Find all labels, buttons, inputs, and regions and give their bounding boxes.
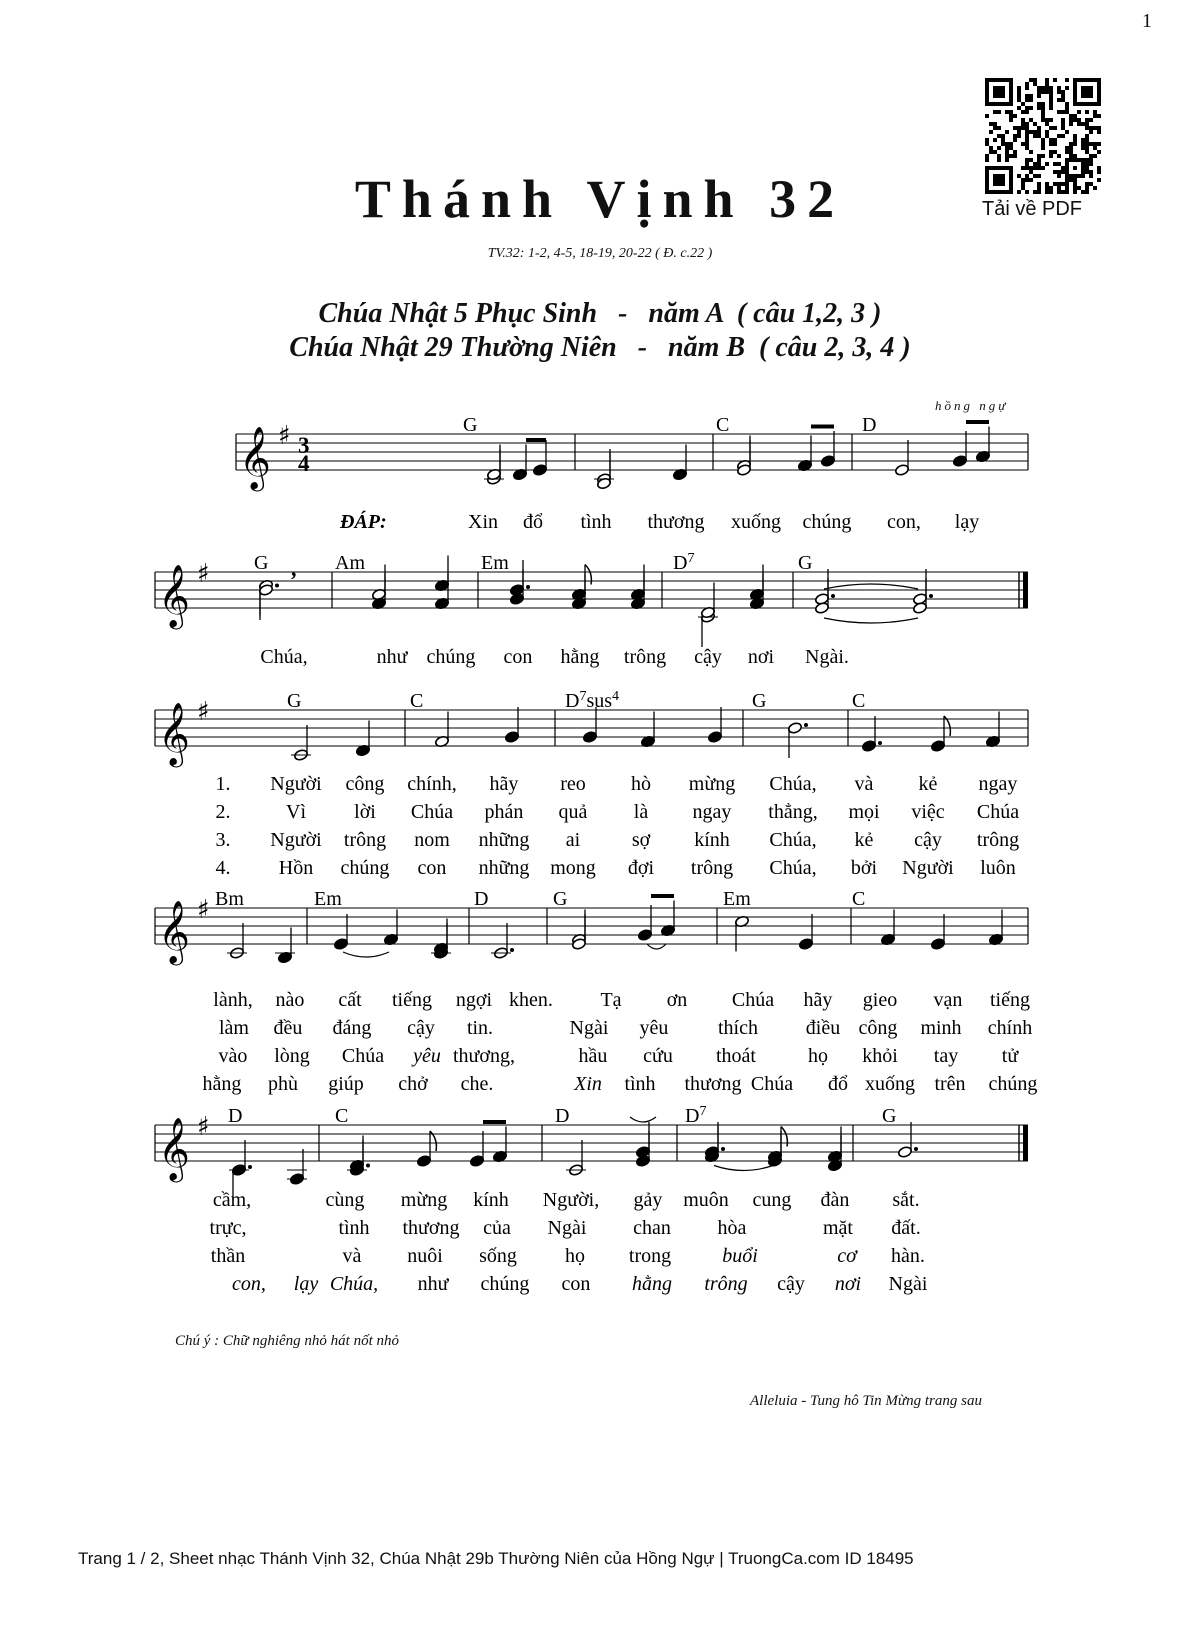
lyric-syllable: che. xyxy=(460,1073,494,1095)
chord-symbol: Em xyxy=(481,552,509,574)
music-note xyxy=(930,716,950,752)
lyric-syllable: luôn xyxy=(980,857,1016,879)
lyric-syllable: Chúa xyxy=(341,1045,385,1067)
composer: hồng ngự xyxy=(935,398,1009,413)
lyric-syllable: Ngài xyxy=(569,1017,609,1039)
lyric-syllable: phán xyxy=(484,801,524,823)
lyric-syllable: giúp xyxy=(328,1073,364,1095)
lyric-syllable: Ngài xyxy=(547,1217,587,1239)
chord-symbol: G xyxy=(798,552,813,574)
lyric-syllable: chúng xyxy=(480,1273,530,1295)
music-note xyxy=(672,445,687,481)
chord-symbol: G xyxy=(463,414,478,436)
chord-symbol: C xyxy=(410,690,424,712)
lyric-syllable: đợi xyxy=(627,857,655,879)
music-note xyxy=(861,716,882,752)
lyric-syllable: thương xyxy=(402,1217,460,1239)
music-note xyxy=(660,901,675,937)
chord-symbol: Am xyxy=(335,552,365,574)
music-note xyxy=(820,431,835,467)
lyric-syllable: khỏi xyxy=(862,1045,898,1067)
lyric-syllable: tiếng xyxy=(392,989,432,1011)
lyric-syllable: ngay xyxy=(692,801,732,823)
music-note xyxy=(532,440,547,476)
lyric-syllable: trông xyxy=(690,857,734,879)
lyric-syllable: kẻ xyxy=(854,829,874,851)
music-note xyxy=(787,722,808,758)
chord-symbol: G xyxy=(287,690,302,712)
lyric-syllable: trực, xyxy=(209,1217,247,1239)
lyric-syllable: 3. xyxy=(215,829,231,851)
lyric-syllable: thoát xyxy=(716,1045,756,1067)
lyric-syllable: hòa xyxy=(717,1217,747,1239)
lyric-syllable: hầu xyxy=(578,1045,608,1067)
lyric-syllable: đổ xyxy=(523,511,543,533)
music-note xyxy=(347,1140,367,1176)
lyric-syllable: Xin xyxy=(574,1073,602,1095)
music-note xyxy=(952,431,967,467)
music-note xyxy=(975,427,990,463)
lyric-syllable: Ngài xyxy=(888,1273,928,1295)
lyric-syllable: quả xyxy=(558,801,588,823)
lyric-syllable: đều xyxy=(273,1017,303,1039)
lyric-syllable: tình xyxy=(338,1217,370,1239)
lyric-syllable: và xyxy=(854,773,874,795)
lyric-syllable: làm xyxy=(219,1017,249,1039)
music-note xyxy=(229,1140,249,1176)
music-note xyxy=(227,923,247,959)
lyric-syllable: thương xyxy=(684,1073,742,1095)
lyric-syllable: gieo xyxy=(862,989,898,1011)
music-note xyxy=(287,1149,307,1185)
music-note xyxy=(988,910,1003,946)
next-page-note: Alleluia - Tung hô Tin Mừng trang sau xyxy=(750,1393,982,1409)
lyric-syllable: như xyxy=(376,646,408,668)
lyric-syllable: lời xyxy=(354,801,376,823)
lyric-syllable: và xyxy=(342,1245,362,1267)
lyric-syllable: sắt. xyxy=(892,1189,920,1211)
music-note xyxy=(566,1140,586,1176)
lyric-syllable: trên xyxy=(934,1073,966,1095)
music-note xyxy=(434,574,449,610)
lyric-syllable: con xyxy=(417,857,447,879)
lyric-syllable: hãy xyxy=(803,989,833,1011)
lyric-syllable: con, xyxy=(887,511,921,533)
lyric-syllable: hãy xyxy=(489,773,519,795)
lyric-syllable: lành, xyxy=(213,989,253,1011)
chord-symbol: G xyxy=(882,1105,897,1127)
lyric-syllable: con xyxy=(503,646,533,668)
music-note xyxy=(985,712,1000,748)
lyric-syllable: đất. xyxy=(891,1217,921,1239)
music-note xyxy=(767,1131,782,1167)
download-pdf-label[interactable]: Tải về PDF xyxy=(982,198,1083,220)
music-note xyxy=(275,928,295,964)
music-note xyxy=(416,1131,436,1167)
lyric-syllable: thương, xyxy=(453,1045,515,1067)
music-note xyxy=(637,905,652,941)
lyric-syllable: cứu xyxy=(643,1045,673,1067)
lyric-syllable: mừng xyxy=(688,773,736,795)
lyric-syllable: những xyxy=(478,829,530,851)
treble-clef-icon: 𝄞 xyxy=(158,702,190,765)
lyric-syllable: chính xyxy=(987,1017,1033,1039)
chord-symbol: $D^7$ xyxy=(685,1103,707,1127)
music-note xyxy=(509,560,530,596)
lyric-syllable: nuôi xyxy=(407,1245,443,1267)
music-note xyxy=(749,565,764,601)
lyric-syllable: hằng xyxy=(202,1073,242,1095)
music-note xyxy=(434,712,449,748)
music-note xyxy=(571,914,586,950)
lyric-syllable: như xyxy=(417,1273,449,1295)
lyric-syllable: gảy xyxy=(633,1189,663,1211)
chord-symbol: $D^7$ xyxy=(673,550,695,574)
lyric-syllable: yêu xyxy=(639,1017,669,1039)
lyric-syllable: kính xyxy=(473,1189,509,1211)
treble-clef-icon: 𝄞 xyxy=(158,900,190,963)
lyric-syllable: Vì xyxy=(286,801,306,823)
music-note xyxy=(486,445,501,481)
lyric-syllable: thích xyxy=(718,1017,758,1039)
music-note xyxy=(704,1127,719,1163)
lyric-syllable: bởi xyxy=(850,857,878,879)
lyric-syllable: buổi xyxy=(722,1245,758,1267)
music-note xyxy=(431,923,451,959)
lyric-syllable: Chúa xyxy=(750,1073,794,1095)
chord-symbol: Em xyxy=(723,888,751,910)
music-note xyxy=(707,707,722,743)
music-note xyxy=(930,914,945,950)
lyric-syllable: Người xyxy=(270,829,322,851)
music-note xyxy=(491,923,514,959)
lyric-syllable: muôn xyxy=(683,1189,729,1211)
lyric-syllable: trông xyxy=(704,1273,748,1295)
lyric-syllable: Người, xyxy=(542,1189,600,1211)
breath-mark-icon: , xyxy=(291,556,297,581)
lyric-syllable: trông xyxy=(343,829,387,851)
lyric-syllable: nơi xyxy=(834,1273,862,1295)
lyric-syllable: Chúa, xyxy=(260,646,308,668)
chord-symbol: G xyxy=(254,552,269,574)
lyric-syllable: tử xyxy=(1001,1045,1019,1067)
lyric-syllable: đàn xyxy=(820,1189,850,1211)
music-note xyxy=(582,707,597,743)
lyric-syllable: cậy xyxy=(777,1273,805,1295)
music-note xyxy=(492,1127,507,1163)
lyric-syllable: lạy xyxy=(293,1273,319,1295)
lyric-syllable: họ xyxy=(808,1045,828,1067)
treble-clef-icon: 𝄞 xyxy=(158,1117,190,1180)
lyric-syllable: trông xyxy=(623,646,667,668)
music-note xyxy=(912,569,933,605)
lyric-syllable: lòng xyxy=(274,1045,310,1067)
lyric-syllable: con, xyxy=(232,1273,266,1295)
key-signature-sharp-icon: ♯ xyxy=(278,421,291,451)
music-note xyxy=(291,725,311,761)
lyric-syllable: Chúa xyxy=(410,801,454,823)
lyric-syllable: Người xyxy=(902,857,954,879)
lyric-syllable: chúng xyxy=(426,646,476,668)
lyric-syllable: của xyxy=(483,1217,511,1239)
lyric-syllable: Hồn xyxy=(278,857,314,879)
lyric-syllable: trong xyxy=(628,1245,672,1267)
lyric-syllable: nào xyxy=(275,989,305,1011)
music-note xyxy=(434,556,449,592)
lyric-syllable: cất xyxy=(338,989,362,1011)
lyric-syllable: sợ xyxy=(631,829,651,851)
lyric-syllable: điều xyxy=(805,1017,841,1039)
lyric-syllable: Ngài. xyxy=(805,646,849,668)
lyric-syllable: nơi xyxy=(747,646,775,668)
music-note xyxy=(630,565,645,601)
time-signature: 4 xyxy=(298,451,310,476)
music-note xyxy=(333,914,348,950)
lyric-syllable: chúng xyxy=(988,1073,1038,1095)
key-signature-sharp-icon: ♯ xyxy=(197,1112,210,1142)
lyric-syllable: mặt xyxy=(823,1217,853,1239)
lyric-syllable: mừng xyxy=(400,1189,448,1211)
occasion-line-1: Chúa Nhật 5 Phục Sinh - năm A ( câu 1,2, 3 ) xyxy=(318,298,882,329)
lyric-syllable: Chúa, xyxy=(329,1273,379,1295)
lyric-syllable: Chúa xyxy=(731,989,775,1011)
chord-symbol: Em xyxy=(314,888,342,910)
response-label: ĐÁP: xyxy=(340,511,387,533)
lyric-syllable: chúng xyxy=(340,857,390,879)
lyric-syllable: chan xyxy=(633,1217,671,1239)
music-note xyxy=(798,914,813,950)
lyric-syllable: cầm, xyxy=(212,1189,252,1211)
page-footer: Trang 1 / 2, Sheet nhạc Thánh Vịnh 32, Chúa Nhật 29b Thường Niên của Hồng Ngự | TruongCa.com ID 18495 xyxy=(78,1549,914,1568)
lyric-syllable: kẻ xyxy=(918,773,938,795)
lyric-syllable: tay xyxy=(933,1045,959,1067)
music-note xyxy=(371,565,386,601)
lyric-syllable: tình xyxy=(624,1073,656,1095)
lyric-syllable: thẳng, xyxy=(768,801,818,823)
music-note xyxy=(484,449,504,485)
lyric-syllable: những xyxy=(478,857,530,879)
music-note xyxy=(355,721,370,757)
key-signature-sharp-icon: ♯ xyxy=(197,559,210,589)
lyric-syllable: sống xyxy=(479,1245,517,1267)
lyric-syllable: là xyxy=(633,801,649,823)
music-note xyxy=(640,712,655,748)
lyric-syllable: phù xyxy=(268,1073,298,1095)
chord-symbol: C xyxy=(852,690,866,712)
lyric-syllable: cơ xyxy=(837,1245,857,1267)
lyric-syllable: ơn xyxy=(666,989,688,1011)
lyric-syllable: việc xyxy=(911,801,945,823)
lyric-syllable: công xyxy=(345,773,385,795)
lyric-syllable: hằng xyxy=(560,646,600,668)
chord-symbol: C xyxy=(335,1105,349,1127)
lyric-syllable: Chúa xyxy=(976,801,1020,823)
lyric-syllable: xuống xyxy=(865,1073,915,1095)
lyric-syllable: cậy xyxy=(694,646,722,668)
lyric-syllable: cậy xyxy=(914,829,942,851)
lyric-syllable: tình xyxy=(580,511,612,533)
chord-symbol: $D^7sus^4$ xyxy=(565,688,620,712)
music-note xyxy=(897,1122,918,1158)
lyric-syllable: Chúa, xyxy=(769,857,817,879)
lyric-syllable: mong xyxy=(550,857,596,879)
music-note xyxy=(635,1122,650,1158)
lyric-syllable: đáng xyxy=(332,1017,372,1039)
music-note xyxy=(469,1131,484,1167)
lyric-syllable: hằng xyxy=(632,1273,672,1295)
lyric-syllable: tin. xyxy=(466,1017,494,1039)
lyric-syllable: 4. xyxy=(215,857,231,879)
lyric-syllable: Chúa, xyxy=(769,829,817,851)
lyric-syllable: ngợi xyxy=(455,989,493,1011)
lyric-syllable: hàn. xyxy=(891,1245,925,1267)
music-note xyxy=(700,583,715,619)
chord-symbol: G xyxy=(553,888,568,910)
music-note xyxy=(504,707,519,743)
lyric-syllable: yêu xyxy=(413,1045,441,1067)
lyric-syllable: chúng xyxy=(802,511,852,533)
lyric-syllable: cùng xyxy=(325,1189,365,1211)
lyric-syllable: lạy xyxy=(954,511,980,533)
music-note xyxy=(512,445,527,481)
page-title: Thánh Vịnh 32 xyxy=(354,169,846,229)
lyric-syllable: ai xyxy=(565,829,581,851)
music-note xyxy=(797,436,812,472)
music-note xyxy=(734,915,749,951)
lyric-syllable: công xyxy=(858,1017,898,1039)
chord-symbol: C xyxy=(852,888,866,910)
music-note xyxy=(827,1127,842,1163)
lyric-syllable: chở xyxy=(398,1073,428,1095)
lyric-syllable: xuống xyxy=(731,511,781,533)
lyric-syllable: con xyxy=(561,1273,591,1295)
treble-clef-icon: 𝄞 xyxy=(158,564,190,627)
lyric-syllable: cung xyxy=(752,1189,792,1211)
music-note xyxy=(383,910,398,946)
treble-clef-icon: 𝄞 xyxy=(239,426,271,489)
lyric-syllable: ngay xyxy=(978,773,1018,795)
music-note xyxy=(571,565,591,601)
lyric-syllable: kính xyxy=(694,829,730,851)
key-signature-sharp-icon: ♯ xyxy=(197,895,210,925)
chord-symbol: Bm xyxy=(215,888,244,910)
music-note xyxy=(594,454,614,490)
chord-symbol: D xyxy=(474,888,489,910)
lyric-syllable: Người xyxy=(270,773,322,795)
lyric-syllable: cậy xyxy=(407,1017,435,1039)
lyric-syllable: Chúa, xyxy=(769,773,817,795)
music-note xyxy=(894,440,909,476)
chord-symbol: D xyxy=(862,414,877,436)
lyric-syllable: mọi xyxy=(848,801,880,823)
performance-note: Chú ý : Chữ nghiêng nhỏ hát nốt nhỏ xyxy=(175,1333,400,1349)
lyric-syllable: trông xyxy=(976,829,1020,851)
lyric-syllable: reo xyxy=(560,773,586,795)
chord-symbol: G xyxy=(752,690,767,712)
lyric-syllable: tiếng xyxy=(990,989,1030,1011)
psalm-reference: TV.32: 1-2, 4-5, 18-19, 20-22 ( Đ. c.22 ) xyxy=(487,246,713,261)
chord-symbol: D xyxy=(555,1105,570,1127)
lyric-syllable: chính, xyxy=(407,773,457,795)
chord-symbol: D xyxy=(228,1105,243,1127)
lyric-syllable: khen. xyxy=(509,989,553,1011)
lyric-syllable: thương xyxy=(647,511,705,533)
key-signature-sharp-icon: ♯ xyxy=(197,697,210,727)
page-number: 1 xyxy=(1142,10,1152,32)
occasion-line-2: Chúa Nhật 29 Thường Niên - năm B ( câu 2, 3, 4 ) xyxy=(289,332,911,363)
lyric-syllable: nom xyxy=(414,829,450,851)
lyric-syllable: 1. xyxy=(215,773,231,795)
chord-symbol: C xyxy=(716,414,730,436)
lyric-syllable: họ xyxy=(565,1245,585,1267)
music-note xyxy=(258,584,273,620)
lyric-syllable: minh xyxy=(920,1017,962,1039)
lyric-syllable: thần xyxy=(210,1245,246,1267)
lyric-syllable: Xin xyxy=(468,511,498,533)
lyric-syllable: vào xyxy=(218,1045,248,1067)
lyric-syllable: 2. xyxy=(215,801,231,823)
music-note xyxy=(880,910,895,946)
lyric-syllable: hò xyxy=(631,773,651,795)
music-note xyxy=(736,440,751,476)
lyric-syllable: đổ xyxy=(828,1073,848,1095)
lyric-syllable: Tạ xyxy=(600,989,622,1011)
lyric-syllable: vạn xyxy=(933,989,963,1011)
time-signature: 3 xyxy=(298,433,310,458)
